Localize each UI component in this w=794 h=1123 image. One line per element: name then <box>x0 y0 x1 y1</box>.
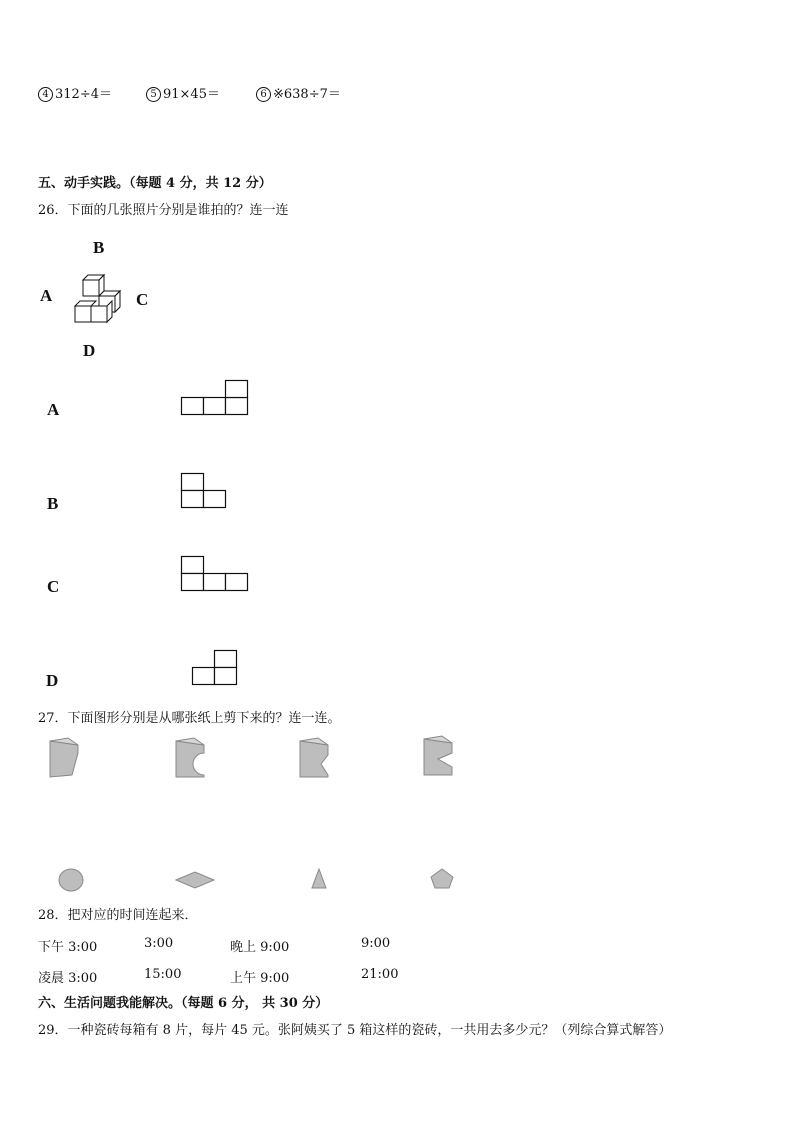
circled-number: 5 <box>146 87 161 102</box>
folded-paper-3 <box>298 737 334 781</box>
time-cell: 21:00 <box>361 967 399 982</box>
calc-expression: ※638÷7＝ <box>273 87 341 102</box>
calc-item-4 <box>38 83 112 102</box>
calc-expression: 91×45＝ <box>163 87 220 102</box>
shape-circle <box>58 867 86 893</box>
view-label-a: A <box>47 400 60 419</box>
observer-label-left: A <box>40 286 53 305</box>
observer-label-right: C <box>136 290 149 309</box>
section-5-heading: 五、动手实践。（每题 4 分，共 12 分） <box>38 176 272 191</box>
folded-paper-1 <box>48 737 84 781</box>
view-c-squares <box>181 555 253 593</box>
time-cell: 15:00 <box>144 967 182 982</box>
shape-rhombus <box>174 870 216 890</box>
section-6-heading: 六、生活问题我能解决。（每题 6 分， 共 30 分） <box>38 996 329 1011</box>
question-26: 26．下面的几张照片分别是谁拍的？连一连 <box>38 203 289 218</box>
view-label-b: B <box>47 494 59 513</box>
time-cell: 晚上 9:00 <box>230 940 290 955</box>
view-a-squares <box>181 379 251 417</box>
question-27: 27．下面图形分别是从哪张纸上剪下来的？连一连。 <box>38 711 341 726</box>
circled-number: 6 <box>256 87 271 102</box>
observer-label-bottom: D <box>83 341 96 360</box>
shape-pentagon <box>430 867 456 891</box>
calc-item-6 <box>256 83 341 102</box>
view-label-c: C <box>47 577 60 596</box>
time-cell: 上午 9:00 <box>230 971 290 986</box>
calc-expression: 312÷4＝ <box>55 87 112 102</box>
time-cell: 凌晨 3:00 <box>38 971 98 986</box>
cube-stack-figure <box>70 268 124 326</box>
shape-triangle <box>309 867 329 891</box>
calc-item-5 <box>146 83 220 102</box>
circled-number: 4 <box>38 87 53 102</box>
view-label-d: D <box>46 671 59 690</box>
time-cell: 3:00 <box>144 936 174 951</box>
time-cell: 下午 3:00 <box>38 940 98 955</box>
question-29: 29．一种瓷砖每箱有 8 片，每片 45 元。张阿姨买了 5 箱这样的瓷砖，一共用去多少元？（列综合算式解答） <box>38 1023 672 1038</box>
view-d-squares <box>192 649 240 687</box>
observer-label-top: B <box>93 238 105 257</box>
view-b-squares <box>181 472 229 510</box>
time-cell: 9:00 <box>361 936 391 951</box>
folded-paper-4 <box>422 735 458 779</box>
folded-paper-2 <box>174 737 210 781</box>
question-28: 28．把对应的时间连起来． <box>38 908 198 923</box>
